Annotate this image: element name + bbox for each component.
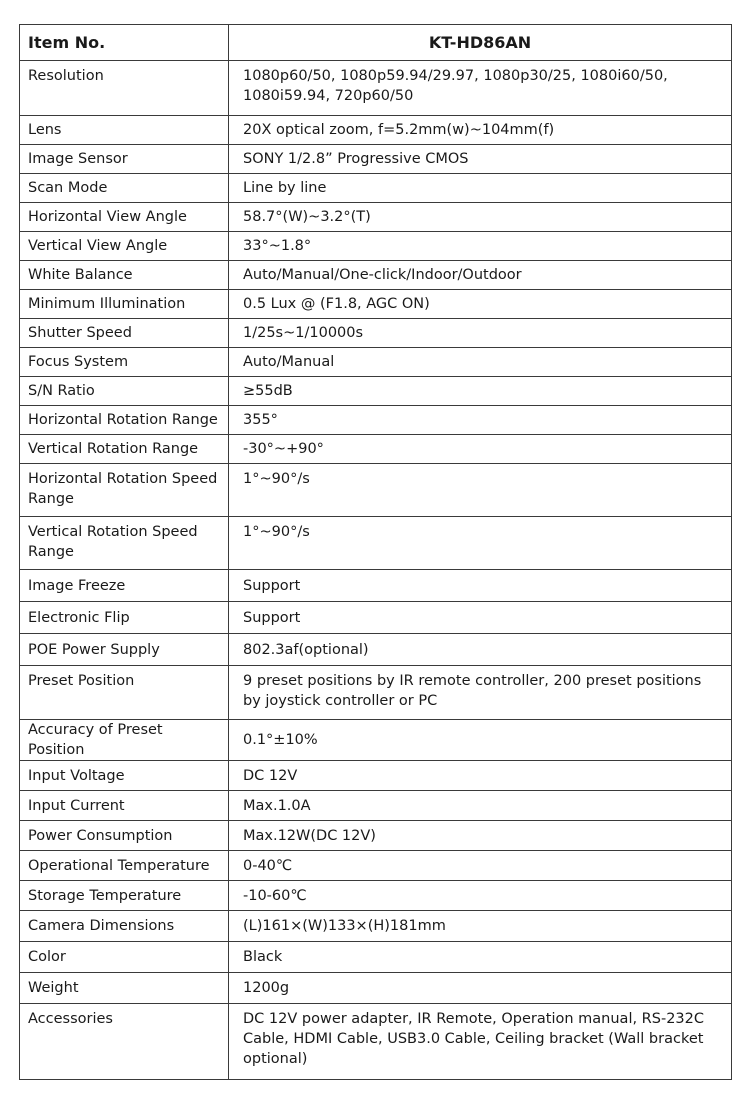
spec-value: 1200g bbox=[229, 973, 732, 1004]
table-row bbox=[20, 232, 732, 261]
table-row bbox=[20, 666, 732, 720]
table-row bbox=[20, 203, 732, 232]
header-row bbox=[20, 25, 732, 61]
spec-label: Image Sensor bbox=[20, 145, 229, 174]
spec-value: Black bbox=[229, 942, 732, 973]
table-row bbox=[20, 319, 732, 348]
spec-value: 1°~90°/s bbox=[229, 517, 732, 570]
spec-label: Storage Temperature bbox=[20, 881, 229, 911]
spec-label: Vertical Rotation Range bbox=[20, 435, 229, 464]
table-row bbox=[20, 821, 732, 851]
spec-table bbox=[19, 24, 732, 1080]
table-row bbox=[20, 602, 732, 634]
spec-label: Color bbox=[20, 942, 229, 973]
table-row bbox=[20, 973, 732, 1004]
spec-label: Shutter Speed bbox=[20, 319, 229, 348]
spec-label: Camera Dimensions bbox=[20, 911, 229, 942]
spec-value: Line by line bbox=[229, 174, 732, 203]
spec-label: Weight bbox=[20, 973, 229, 1004]
spec-value: -10-60℃ bbox=[229, 881, 732, 911]
spec-value: 0-40℃ bbox=[229, 851, 732, 881]
spec-label: Vertical Rotation Speed Range bbox=[20, 517, 229, 570]
table-row bbox=[20, 174, 732, 203]
spec-value: DC 12V power adapter, IR Remote, Operation manual, RS-232C Cable, HDMI Cable, USB3.0 Cable, Ceiling bracket (Wall bracket optional) bbox=[229, 1004, 732, 1080]
spec-value: Max.1.0A bbox=[229, 791, 732, 821]
spec-value: DC 12V bbox=[229, 761, 732, 791]
table-row bbox=[20, 435, 732, 464]
spec-label: Horizontal Rotation Range bbox=[20, 406, 229, 435]
spec-label: Horizontal Rotation Speed Range bbox=[20, 464, 229, 517]
spec-value: 1/25s~1/10000s bbox=[229, 319, 732, 348]
table-row bbox=[20, 116, 732, 145]
spec-value: 802.3af(optional) bbox=[229, 634, 732, 666]
spec-value: Support bbox=[229, 602, 732, 634]
spec-value: 1°~90°/s bbox=[229, 464, 732, 517]
table-row bbox=[20, 634, 732, 666]
table-row bbox=[20, 61, 732, 116]
table-row bbox=[20, 1004, 732, 1080]
spec-value: -30°~+90° bbox=[229, 435, 732, 464]
spec-label: Accuracy of Preset Position bbox=[20, 720, 229, 761]
table-row bbox=[20, 145, 732, 174]
spec-value: 0.1°±10% bbox=[229, 720, 732, 761]
spec-value: SONY 1/2.8” Progressive CMOS bbox=[229, 145, 732, 174]
table-row bbox=[20, 261, 732, 290]
spec-label: Electronic Flip bbox=[20, 602, 229, 634]
table-row bbox=[20, 761, 732, 791]
spec-value: 58.7°(W)~3.2°(T) bbox=[229, 203, 732, 232]
spec-label: Power Consumption bbox=[20, 821, 229, 851]
table-row bbox=[20, 570, 732, 602]
spec-value: Support bbox=[229, 570, 732, 602]
spec-label: Input Current bbox=[20, 791, 229, 821]
spec-label: POE Power Supply bbox=[20, 634, 229, 666]
table-row bbox=[20, 377, 732, 406]
spec-label: Minimum Illumination bbox=[20, 290, 229, 319]
spec-value: ≥55dB bbox=[229, 377, 732, 406]
table-row bbox=[20, 791, 732, 821]
table-row bbox=[20, 881, 732, 911]
spec-label: White Balance bbox=[20, 261, 229, 290]
spec-value: 0.5 Lux @ (F1.8, AGC ON) bbox=[229, 290, 732, 319]
spec-value: (L)161×(W)133×(H)181mm bbox=[229, 911, 732, 942]
spec-label: Preset Position bbox=[20, 666, 229, 720]
spec-label: Accessories bbox=[20, 1004, 229, 1080]
spec-label: Scan Mode bbox=[20, 174, 229, 203]
spec-value: 1080p60/50, 1080p59.94/29.97, 1080p30/25, 1080i60/50, 1080i59.94, 720p60/50 bbox=[229, 61, 732, 116]
spec-value: 355° bbox=[229, 406, 732, 435]
table-row bbox=[20, 942, 732, 973]
spec-value: 20X optical zoom, f=5.2mm(w)~104mm(f) bbox=[229, 116, 732, 145]
spec-label: Image Freeze bbox=[20, 570, 229, 602]
spec-label: Lens bbox=[20, 116, 229, 145]
table-row bbox=[20, 406, 732, 435]
spec-label: Operational Temperature bbox=[20, 851, 229, 881]
spec-label: S/N Ratio bbox=[20, 377, 229, 406]
spec-label: Vertical View Angle bbox=[20, 232, 229, 261]
table-row bbox=[20, 851, 732, 881]
table-row bbox=[20, 348, 732, 377]
spec-value: Auto/Manual/One-click/Indoor/Outdoor bbox=[229, 261, 732, 290]
table-row bbox=[20, 517, 732, 570]
spec-label: Resolution bbox=[20, 61, 229, 116]
spec-label: Focus System bbox=[20, 348, 229, 377]
header-item-label: Item No. bbox=[20, 25, 229, 61]
spec-value: Auto/Manual bbox=[229, 348, 732, 377]
spec-label: Input Voltage bbox=[20, 761, 229, 791]
table-row bbox=[20, 911, 732, 942]
table-row bbox=[20, 290, 732, 319]
spec-value: Max.12W(DC 12V) bbox=[229, 821, 732, 851]
table-row bbox=[20, 720, 732, 761]
spec-label: Horizontal View Angle bbox=[20, 203, 229, 232]
header-model-number: KT-HD86AN bbox=[229, 25, 732, 61]
spec-value: 33°~1.8° bbox=[229, 232, 732, 261]
spec-value: 9 preset positions by IR remote controller, 200 preset positions by joystick controller or PC bbox=[229, 666, 732, 720]
table-row bbox=[20, 464, 732, 517]
